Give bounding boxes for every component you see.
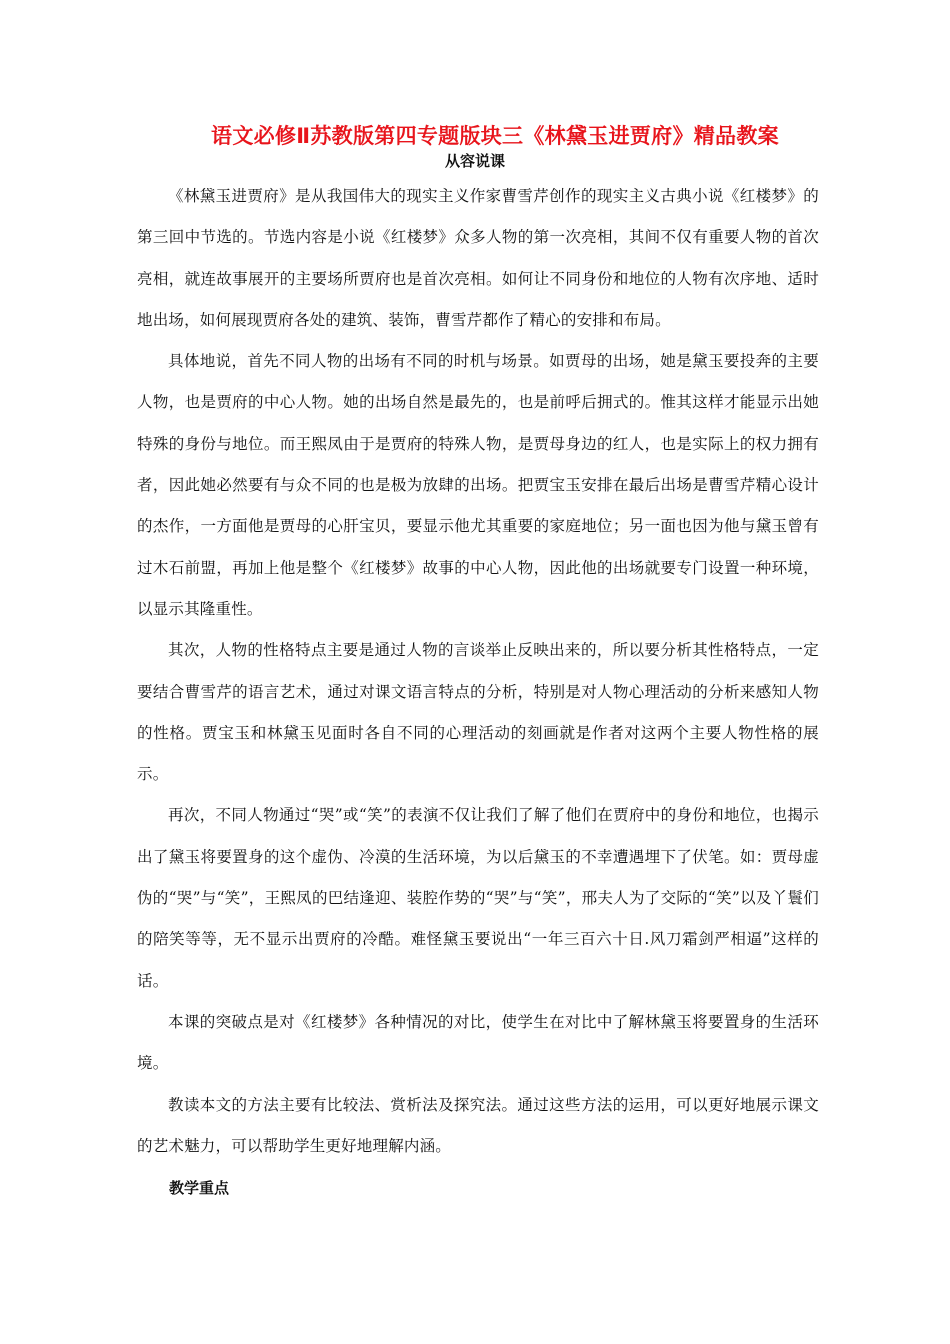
- document-body: [137, 176, 819, 1167]
- paragraph: 其次，人物的性格特点主要是通过人物的言谈举止反映出来的，所以要分析其性格特点，一定要结合曹雪芹的语言艺术，通过对课文语言特点的分析，特别是对人物心理活动的分析来感知人物的性格。贾宝玉和林黛玉见面时各自不同的心理活动的刻画就是作者对这两个主要人物性格的展示。: [137, 641, 819, 784]
- paragraph: 再次，不同人物通过“哭”或“笑”的表演不仅让我们了解了他们在贾府中的身份和地位，也揭示出了黛玉将要置身的这个虚伪、冷漠的生活环境，为以后黛玉的不幸遭遇埋下了伏笔。如：贾母虚伪的“哭”与“笑”，王熙凤的巴结逢迎、装腔作势的“哭”与“笑”，邢夫人为了交际的“笑”以及丫鬟们的陪笑等等，无不显示出贾府的冷酷。难怪黛玉要说出“一年三百六十日.风刀霜剑严相逼”这样的话。: [137, 806, 819, 990]
- paragraph: 教读本文的方法主要有比较法、赏析法及探究法。通过这些方法的运用，可以更好地展示课文的艺术魅力，可以帮助学生更好地理解内涵。: [137, 1095, 819, 1155]
- document-subtitle: 从容说课: [444, 152, 505, 170]
- paragraph: 具体地说，首先不同人物的出场有不同的时机与场景。如贾母的出场，她是黛玉要投奔的主要人物，也是贾府的中心人物。她的出场自然是最先的，也是前呼后拥式的。惟其这样才能显示出她特殊的身份与地位。而王熙凤由于是贾府的特殊人物，是贾母身边的红人，也是实际上的权力拥有者，因此她必然要有与众不同的也是极为放肆的出场。把贾宝玉安排在最后出场是曹雪芹精心设计的杰作，一方面他是贾母的心肝宝贝，要显示他尤其重要的家庭地位；另一面也因为他与黛玉曾有过木石前盟，再加上他是整个《红楼梦》故事的中心人物，因此他的出场就要专门设置一种环境，以显示其隆重性。: [137, 352, 819, 618]
- paragraph: 《林黛玉进贾府》是从我国伟大的现实主义作家曹雪芹创作的现实主义古典小说《红楼梦》的第三回中节选的。节选内容是小说《红楼梦》众多人物的第一次亮相，其间不仅有重要人物的首次亮相，就连故事展开的主要场所贾府也是首次亮相。如何让不同身份和地位的人物有次序地、适时地出场，如何展现贾府各处的建筑、装饰，曹雪芹都作了精心的安排和布局。: [137, 187, 819, 329]
- paragraph: 本课的突破点是对《红楼梦》各种情况的对比，使学生在对比中了解林黛玉将要置身的生活环境。: [137, 1012, 819, 1073]
- section-heading: 教学重点: [169, 1179, 230, 1197]
- document-title: 语文必修Ⅱ苏教版第四专题版块三《林黛玉进贾府》精品教案: [211, 124, 779, 148]
